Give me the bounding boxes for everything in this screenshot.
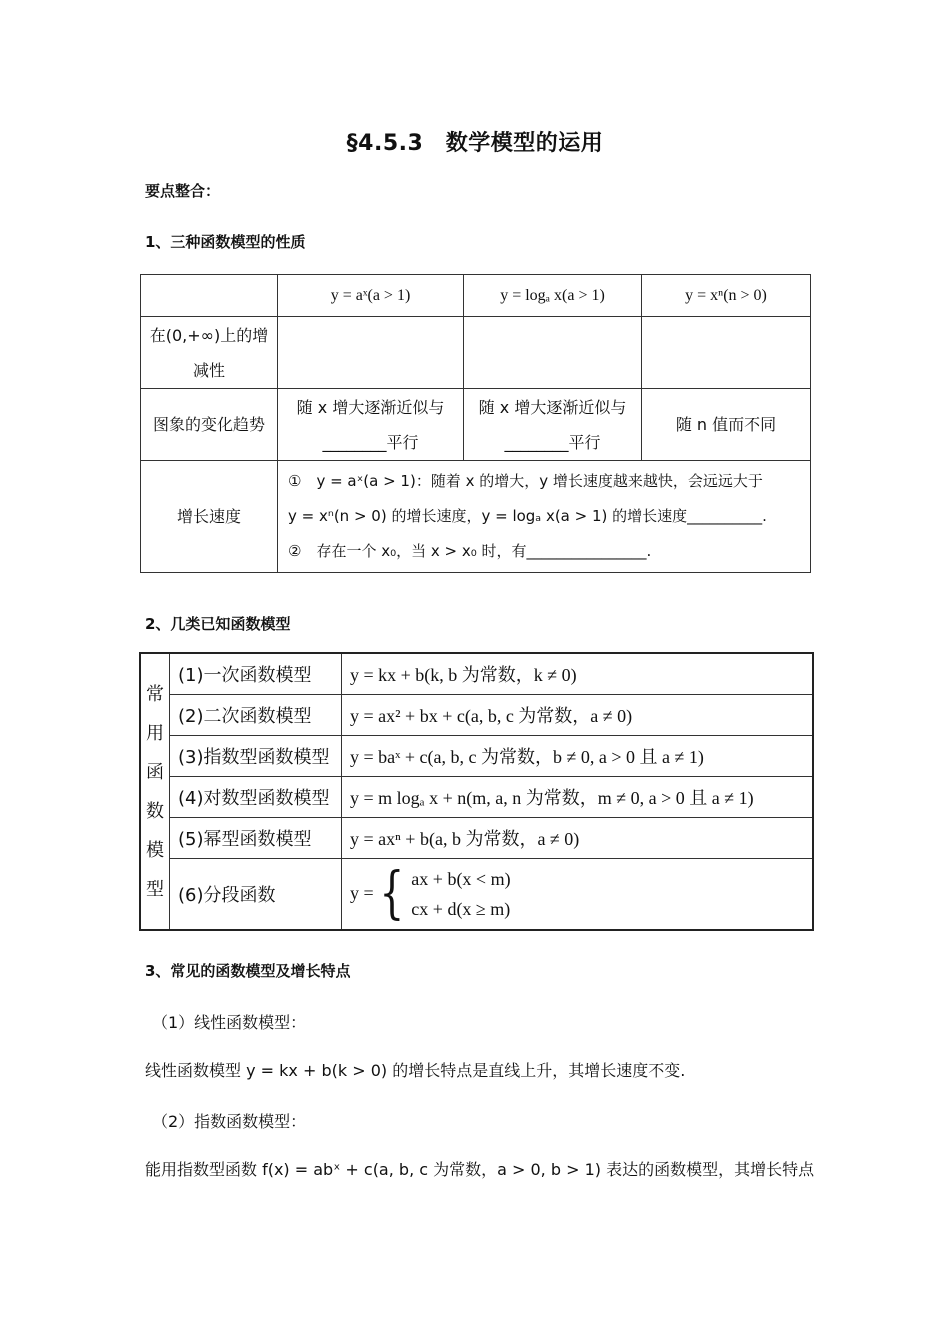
corner-cell xyxy=(141,275,278,317)
header-power: y = xⁿ(n > 0) xyxy=(642,275,811,317)
model-formula: y = ax² + bx + c(a, b, c 为常数，a ≠ 0) xyxy=(342,694,814,735)
cell-trend-exp: 随 x 增大逐渐近似与________平行 xyxy=(278,389,464,461)
function-models-table xyxy=(139,652,814,931)
row-monotonicity-label: 在(0,+∞)上的增减性 xyxy=(141,317,278,389)
model-formula: y = kx + b(k, b 为常数，k ≠ 0) xyxy=(342,653,814,694)
model-name: (5)幂型函数模型 xyxy=(170,817,342,858)
subheading-linear: （1）线性函数模型： xyxy=(152,1013,307,1032)
piecewise-formula xyxy=(342,858,814,930)
piece-case: cx + d(x ≥ m) xyxy=(411,898,511,919)
growth-line: ① y = aˣ(a > 1)：随着 x 的增大，y 增长速度越来越快，会远远大于 xyxy=(288,472,763,490)
model-name: (3)指数型函数模型 xyxy=(170,735,342,776)
model-name: (1)一次函数模型 xyxy=(170,653,342,694)
subheading-exponential: （2）指数函数模型： xyxy=(152,1112,307,1131)
header-exponential: y = aˣ(a > 1) xyxy=(278,275,464,317)
cell-blank xyxy=(278,317,464,389)
section3-heading: 3、常见的函数模型及增长特点 xyxy=(145,962,351,980)
brace-icon: { xyxy=(379,860,404,926)
model-formula: y = baˣ + c(a, b, c 为常数，b ≠ 0, a > 0 且 a ≠ 1) xyxy=(342,735,814,776)
cell-trend-power: 随 n 值而不同 xyxy=(642,389,811,461)
model-name: (2)二次函数模型 xyxy=(170,694,342,735)
model-formula: y = axⁿ + b(a, b 为常数，a ≠ 0) xyxy=(342,817,814,858)
page-title: §4.5.3 数学模型的运用 xyxy=(346,131,604,156)
row-growth-label: 增长速度 xyxy=(141,461,278,573)
paragraph-exponential: 能用指数型函数 f(x) = abˣ + c(a, b, c 为常数，a > 0, b > 1) 表达的函数模型，其增长特点 xyxy=(145,1160,815,1179)
side-label: 常 用 函 数 模 型 xyxy=(140,653,170,930)
model-name: (6)分段函数 xyxy=(170,858,342,930)
paragraph-linear: 线性函数模型 y = kx + b(k > 0) 的增长特点是直线上升，其增长速度不变. xyxy=(145,1061,686,1080)
growth-line: y = xⁿ(n > 0) 的增长速度，y = logₐ x(a > 1) 的增长速度__________. xyxy=(288,507,767,525)
row-trend-label: 图象的变化趋势 xyxy=(141,389,278,461)
model-formula: y = m logₐ x + n(m, a, n 为常数，m ≠ 0, a > 0 且 a ≠ 1) xyxy=(342,776,814,817)
function-properties-table xyxy=(140,274,811,573)
growth-line: ② 存在一个 x₀，当 x > x₀ 时，有________________. xyxy=(288,542,652,560)
summary-heading: 要点整合： xyxy=(145,182,221,200)
header-logarithmic: y = logₐ x(a > 1) xyxy=(464,275,642,317)
piece-case: ax + b(x < m) xyxy=(411,868,511,889)
cell-trend-log: 随 x 增大逐渐近似与________平行 xyxy=(464,389,642,461)
cell-blank xyxy=(464,317,642,389)
growth-description xyxy=(278,461,811,573)
section1-heading: 1、三种函数模型的性质 xyxy=(145,233,306,251)
section2-heading: 2、几类已知函数模型 xyxy=(145,615,291,633)
model-name: (4)对数型函数模型 xyxy=(170,776,342,817)
piecewise-lhs: y = xyxy=(350,883,374,904)
cell-blank xyxy=(642,317,811,389)
